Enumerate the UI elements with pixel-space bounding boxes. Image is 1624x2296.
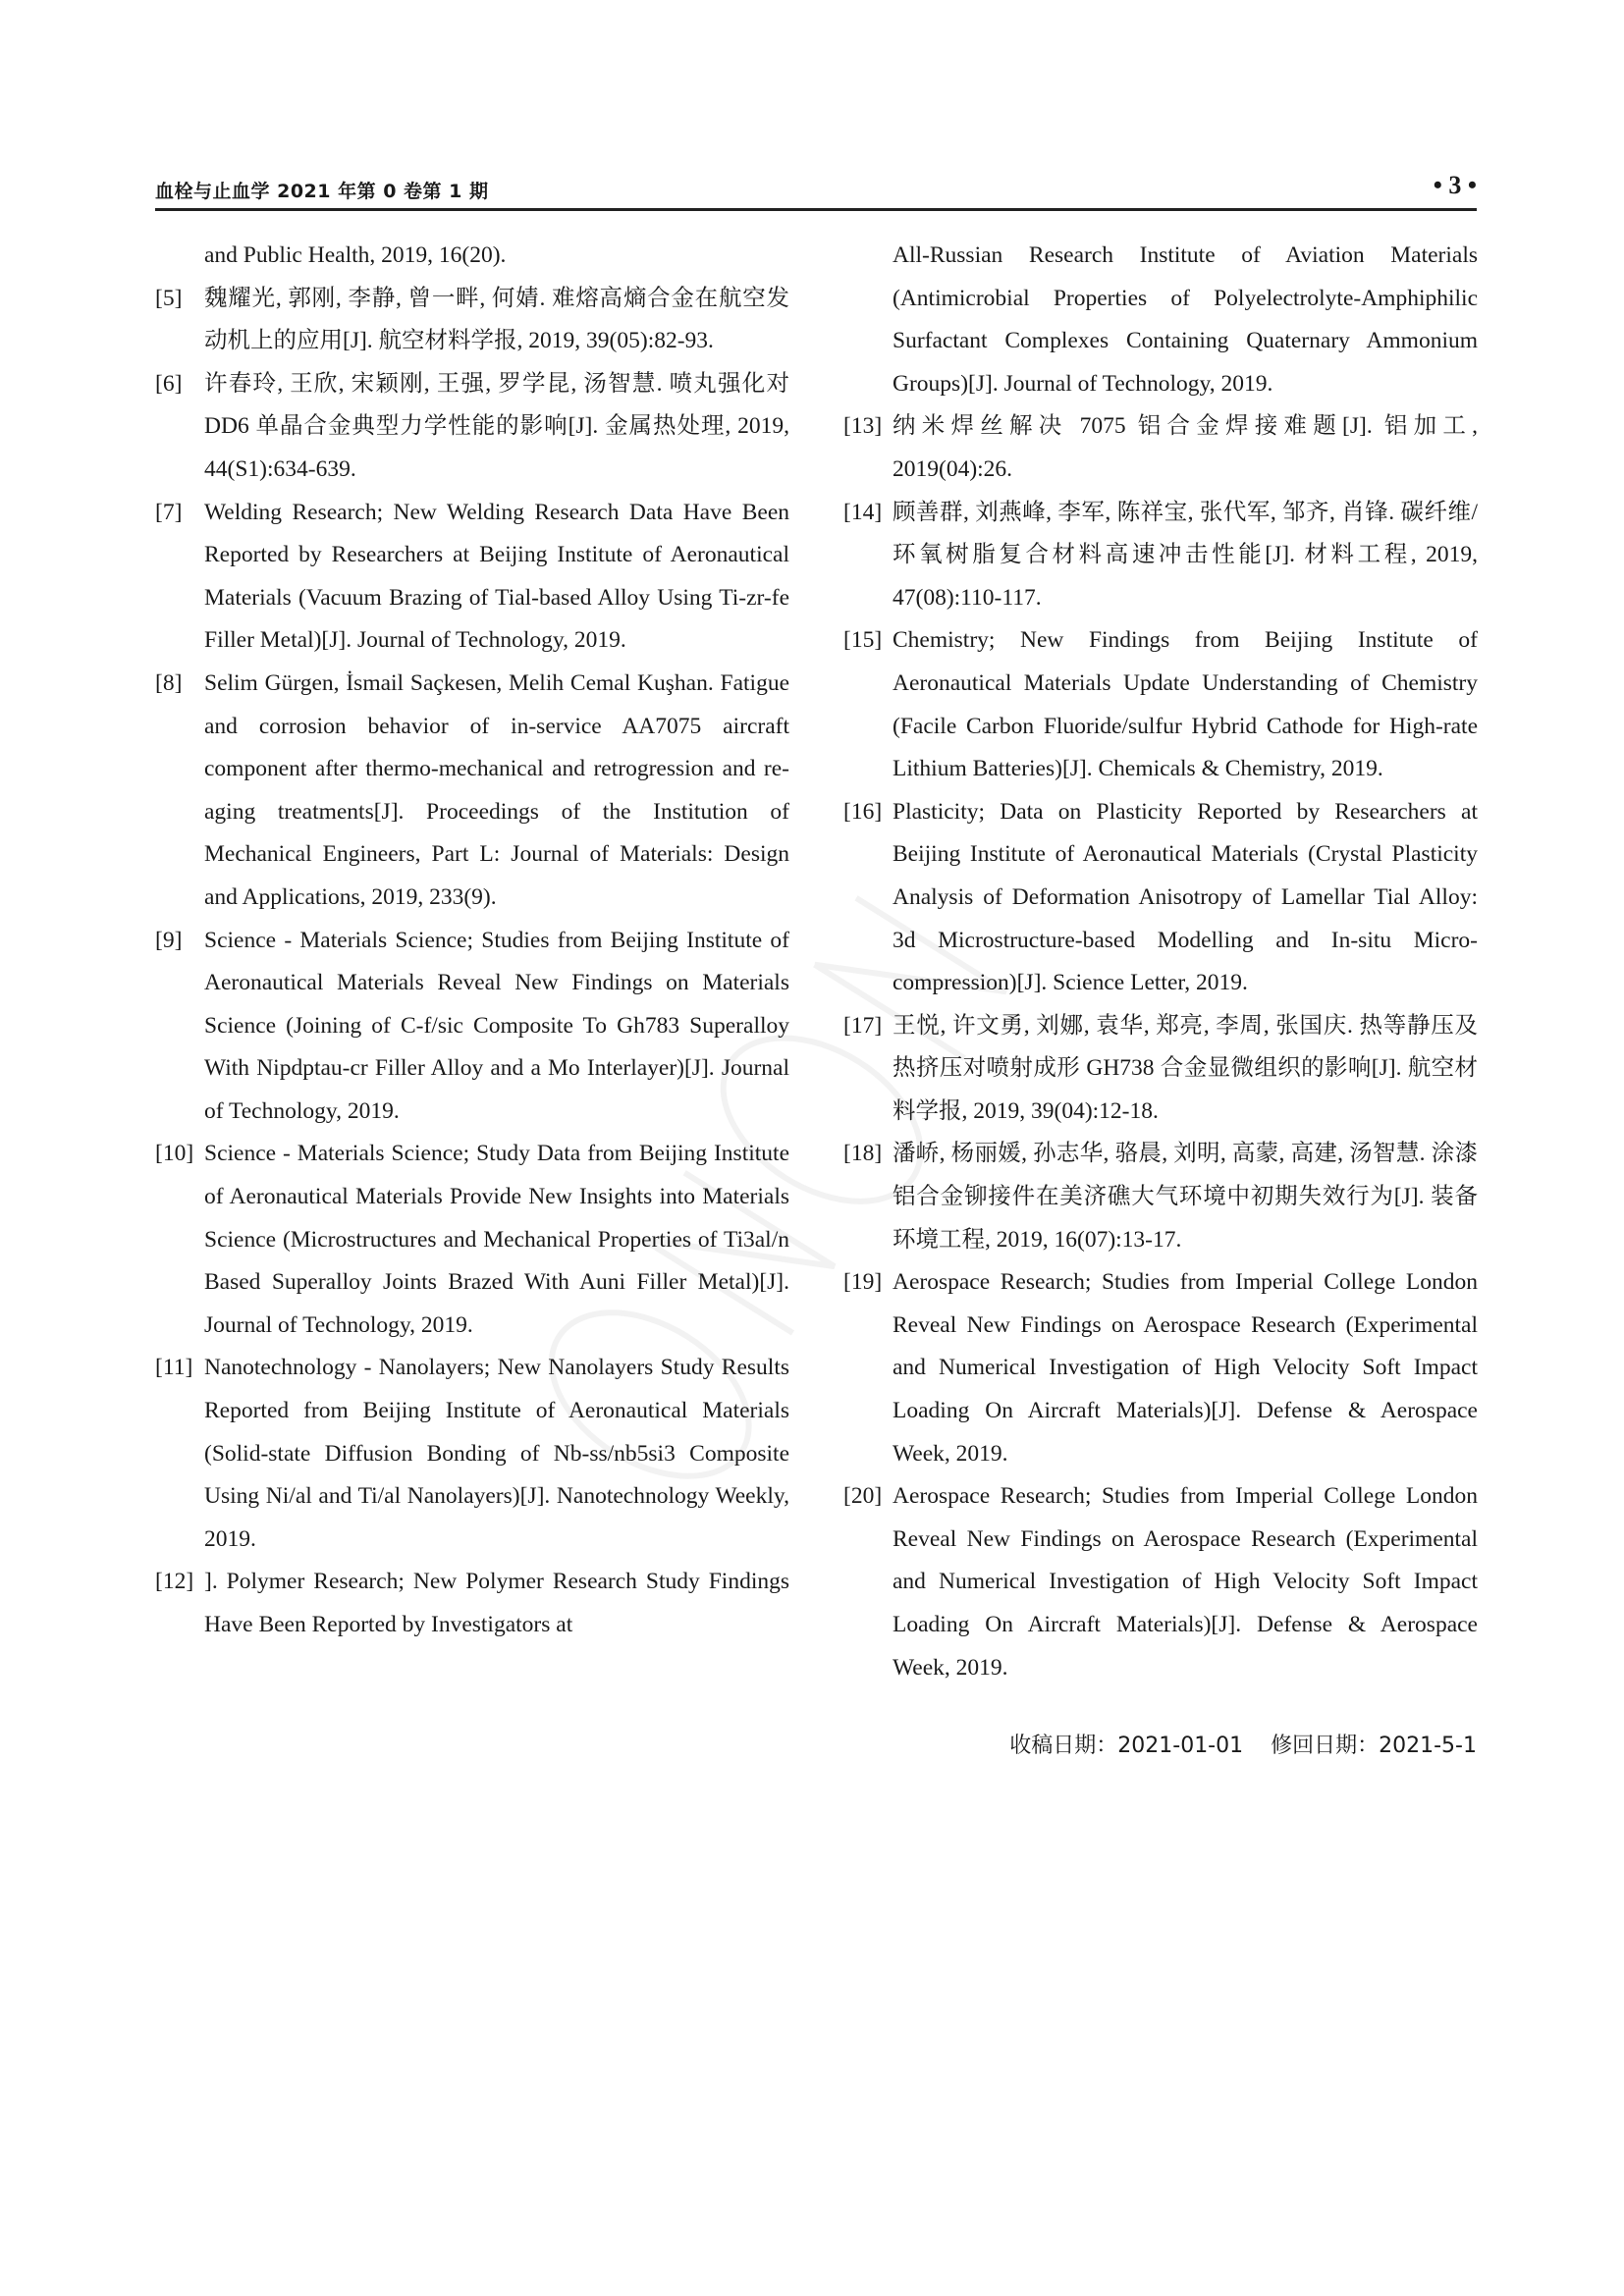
reference-text: Plasticity; Data on Plasticity Reported by Researchers at Beijing Institute of Aeronautical Materials (Crystal Plasticity Analysis of Deformation Anisotropy of Lamellar Tial Alloy: 3d Microstructure-based Modelling and In-situ Micro-compression)[J]. Science Letter, 2019. <box>893 798 1478 996</box>
reference-number: [12] <box>155 1569 194 1595</box>
reference-number: [8] <box>155 669 183 696</box>
reference-number: [15] <box>843 627 883 654</box>
reference-number: [6] <box>155 370 183 397</box>
reference-item <box>843 405 1478 491</box>
reference-text: Aerospace Research; Studies from Imperial College London Reveal New Findings on Aerospace Research (Experimental and Numerical Investigation of High Velocity Soft Impact Loading On Aircraft Materials)[J]. Defense & Aerospace Week, 2019. <box>893 1269 1478 1467</box>
reference-item <box>155 663 789 920</box>
reference-text: Chemistry; New Findings from Beijing Institute of Aeronautical Materials Update Understanding of Chemistry (Facile Carbon Fluoride/sulfur Hybrid Cathode for High-rate Lithium Batteries)[J]. Chemicals & Chemistry, 2019. <box>893 627 1478 782</box>
reference-text: 顾善群, 刘燕峰, 李军, 陈祥宝, 张代军, 邹齐, 肖锋. 碳纤维/环氧树脂复合材料高速冲击性能[J]. 材料工程, 2019, 47(08):110-117. <box>893 499 1478 611</box>
reference-item <box>155 363 789 492</box>
received-date: 收稿日期：2021-01-01 <box>1009 1734 1244 1758</box>
reference-item <box>843 791 1478 1005</box>
reference-text: 纳米焊丝解决 7075 铝合金焊接难题[J]. 铝加工, 2019(04):26. <box>893 413 1478 482</box>
reference-item <box>843 1475 1478 1689</box>
reference-item <box>843 492 1478 620</box>
reference-item <box>843 1261 1478 1475</box>
reference-text: ]. Polymer Research; New Polymer Research Study Findings Have Been Reported by Investigators at <box>204 1569 789 1637</box>
reference-item <box>843 1005 1478 1134</box>
reference-number: [14] <box>843 499 883 525</box>
reference-text: Welding Research; New Welding Research Data Have Been Reported by Researchers at Beijing Institute of Aeronautical Materials (Vacuum Brazing of Tial-based Alloy Using Ti-zr-fe Filler Metal)[J]. Journal of Technology, 2019. <box>204 499 789 654</box>
reference-text: Selim Gürgen, İsmail Saçkesen, Melih Cemal Kuşhan. Fatigue and corrosion behavior of in-service AA7075 aircraft component after thermo-mechanical and retrogression and re-aging treatments[J]. Proceedings of the Institution of Mechanical Engineers, Part L: Journal of Materials: Design and Applications, 2019, 233(9). <box>204 669 789 910</box>
reference-item <box>843 235 1478 405</box>
reference-text: 许春玲, 王欣, 宋颖刚, 王强, 罗学昆, 汤智慧. 喷丸强化对 DD6 单晶合金典型力学性能的影响[J]. 金属热处理, 2019, 44(S1):634-639. <box>204 370 789 482</box>
reference-number: [7] <box>155 499 183 525</box>
reference-text: 魏耀光, 郭刚, 李静, 曾一畔, 何婧. 难熔高熵合金在航空发动机上的应用[J]. 航空材料学报, 2019, 39(05):82-93. <box>204 285 789 354</box>
reference-text: 王悦, 许文勇, 刘娜, 袁华, 郑亮, 李周, 张国庆. 热等静压及热挤压对喷射成形 GH738 合金显微组织的影响[J]. 航空材料学报, 2019, 39(04):12-18. <box>893 1012 1478 1124</box>
reference-text: Science - Materials Science; Study Data from Beijing Institute of Aeronautical Materials Provide New Insights into Materials Science (Microstructures and Mechanical Properties of Ti3al/n Based Superalloy Joints Brazed With Auni Filler Metal)[J]. Journal of Technology, 2019. <box>204 1141 789 1338</box>
references-left-column <box>155 235 789 1647</box>
reference-number: [5] <box>155 285 183 311</box>
reference-item <box>155 1347 789 1561</box>
revised-date: 修回日期：2021-5-1 <box>1271 1734 1477 1758</box>
reference-text: Nanotechnology - Nanolayers; New Nanolayers Study Results Reported from Beijing Institute of Aeronautical Materials (Solid-state Diffusion Bonding of Nb-ss/nb5si3 Composite Using Ni/al and Ti/al Nanolayers)[J]. Nanotechnology Weekly, 2019. <box>204 1355 789 1552</box>
journal-title: 血栓与止血学 2021 年第 0 卷第 1 期 <box>155 181 489 202</box>
reference-item <box>843 619 1478 790</box>
reference-item <box>155 492 789 663</box>
reference-item <box>155 235 789 278</box>
reference-number: [19] <box>843 1269 883 1296</box>
reference-item <box>155 920 789 1134</box>
reference-number: [13] <box>843 413 883 440</box>
page-number: • 3 • <box>1433 171 1477 199</box>
reference-number: [17] <box>843 1012 883 1039</box>
reference-item <box>155 278 789 363</box>
reference-number: [11] <box>155 1355 193 1381</box>
submission-dates <box>1009 1730 1477 1763</box>
running-header <box>155 169 1477 211</box>
reference-text: Aerospace Research; Studies from Imperial College London Reveal New Findings on Aerospace Research (Experimental and Numerical Investigation of High Velocity Soft Impact Loading On Aircraft Materials)[J]. Defense & Aerospace Week, 2019. <box>893 1483 1478 1681</box>
reference-number: [18] <box>843 1141 883 1167</box>
references-right-column <box>843 235 1478 1689</box>
reference-item <box>843 1133 1478 1261</box>
reference-text: and Public Health, 2019, 16(20). <box>204 242 507 268</box>
reference-text: Science - Materials Science; Studies from Beijing Institute of Aeronautical Materials Reveal New Findings on Materials Science (Joining of C-f/sic Composite To Gh783 Superalloy With Nipdptau-cr Filler Alloy and a Mo Interlayer)[J]. Journal of Technology, 2019. <box>204 927 789 1124</box>
reference-number: [20] <box>843 1483 883 1510</box>
reference-number: [10] <box>155 1141 194 1167</box>
reference-number: [9] <box>155 927 183 953</box>
reference-item <box>155 1133 789 1347</box>
reference-number: [16] <box>843 798 883 825</box>
reference-item <box>155 1561 789 1646</box>
reference-text: All-Russian Research Institute of Aviation Materials (Antimicrobial Properties of Polyelectrolyte-Amphiphilic Surfactant Complexes Containing Quaternary Ammonium Groups)[J]. Journal of Technology, 2019. <box>893 242 1478 397</box>
reference-text: 潘峤, 杨丽媛, 孙志华, 骆晨, 刘明, 高蒙, 高建, 汤智慧. 涂漆铝合金铆接件在美济礁大气环境中初期失效行为[J]. 装备环境工程, 2019, 16(07):13-17. <box>893 1141 1478 1253</box>
